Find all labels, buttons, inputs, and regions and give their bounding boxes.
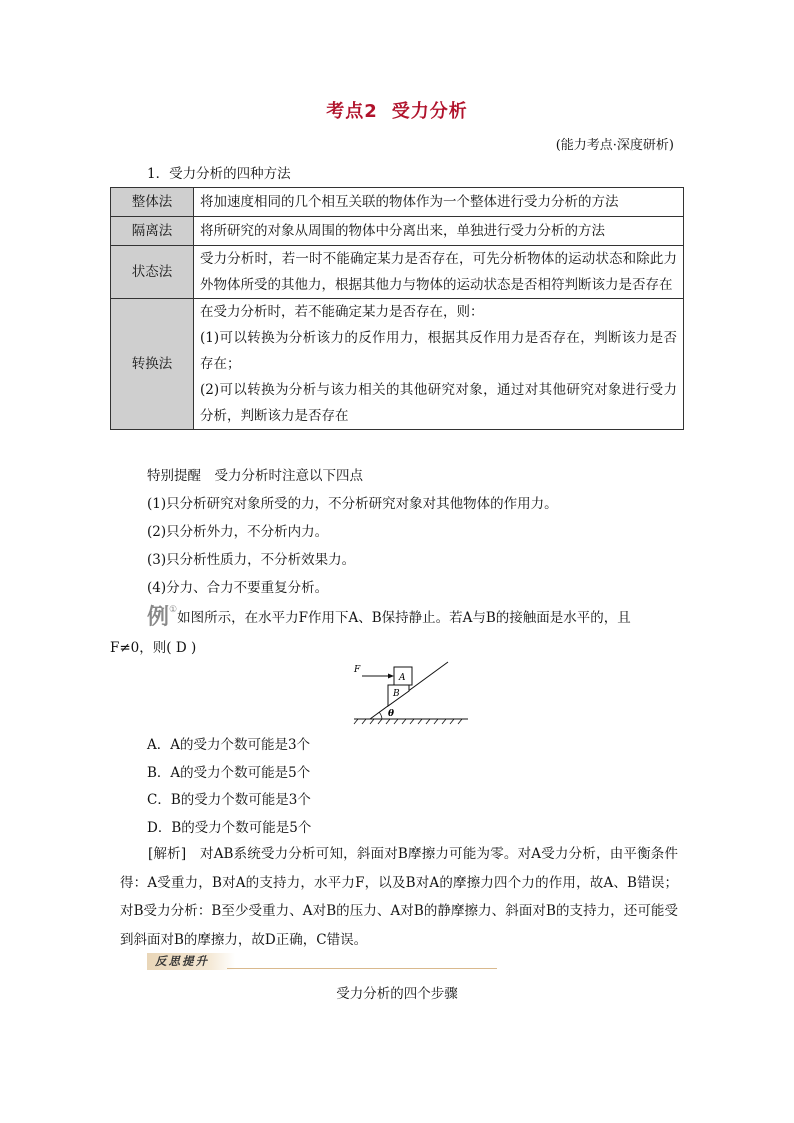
method-desc: 将所研究的对象从周围的物体中分离出来，单独进行受力分析的方法	[194, 217, 684, 246]
method-label: 整体法	[111, 188, 194, 217]
notes-heading: 特别提醒 受力分析时注意以下四点	[147, 468, 363, 484]
example-block	[110, 602, 684, 662]
block-b-label: B	[393, 689, 400, 699]
method-desc-line: 在受力分析时，若不能确定某力是否存在，则：	[200, 304, 484, 320]
example-line	[110, 602, 684, 634]
ground-hatch	[354, 719, 462, 724]
table-row	[111, 246, 684, 299]
note-item: (1)只分析研究对象所受的力，不分析研究对象对其他物体的作用力。	[147, 496, 558, 512]
page-title	[0, 97, 794, 123]
block-a-label: A	[399, 673, 406, 683]
method-label: 转换法	[111, 299, 194, 430]
reflect-rule	[227, 968, 497, 969]
section-heading: 1．受力分析的四种方法	[147, 166, 291, 182]
option-item: B．A的受力个数可能是5个	[147, 764, 311, 781]
title-main: 考点2	[326, 101, 378, 122]
example-marker: 例	[147, 605, 170, 630]
option-item: D．B的受力个数可能是5个	[147, 819, 312, 836]
options-list	[147, 732, 311, 842]
example-number: ①	[169, 605, 178, 615]
note-item: (3)只分析性质力，不分析效果力。	[147, 552, 356, 568]
incline-figure	[350, 658, 480, 726]
title-sub: 受力分析	[391, 101, 468, 122]
table-row	[111, 217, 684, 246]
subtitle: (能力考点·深度研析)	[555, 138, 674, 153]
method-desc-line: (1)可以转换为分析该力的反作用力，根据其反作用力是否存在，判断该力是否存在；	[200, 330, 677, 372]
method-desc-line: (2)可以转换为分析与该力相关的其他研究对象，通过对其他研究对象进行受力分析，判断该力是否存在	[200, 382, 677, 424]
angle-label: θ	[388, 709, 395, 719]
methods-table	[110, 187, 684, 430]
example-text: 如图所示，在水平力F作用下A、B保持静止。若A与B的接触面是水平的，且	[177, 610, 631, 626]
steps-title: 受力分析的四个步骤	[336, 986, 458, 1002]
option-item: A．A的受力个数可能是3个	[147, 737, 311, 753]
reflect-banner	[147, 953, 497, 970]
method-desc: 将加速度相同的几个相互关联的物体作为一个整体进行受力分析的方法	[194, 188, 684, 217]
method-label: 隔离法	[111, 217, 194, 246]
method-desc: 受力分析时，若一时不能确定某力是否存在，可先分析物体的运动状态和除此力外物体所受的其他力，根据其他力与物体的运动状态是否相符判断该力是否存在	[194, 246, 684, 299]
method-label: 状态法	[111, 246, 194, 299]
analysis-paragraph	[120, 840, 678, 954]
analysis-text: [解析] 对AB系统受力分析可知，斜面对B摩擦力可能为零。对A受力分析，由平衡条件得：A受重力，B对A的支持力，水平力F，以及B对A的摩擦力四个力的作用，故A、B错误；对B受力分析：B至少受重力、A对B的压力、A对B的静摩擦力、斜面对B的支持力，还可能受到斜面对B的摩擦力，故D正确，C错误。	[120, 846, 678, 948]
table-row	[111, 188, 684, 217]
example-line-2: F≠0，则( D )	[110, 640, 197, 656]
reflect-tag: 反思提升	[147, 953, 235, 970]
method-desc	[194, 299, 684, 430]
notes-block	[147, 462, 558, 602]
note-item: (4)分力、合力不要重复分析。	[147, 580, 329, 596]
force-arrow-head	[388, 674, 394, 679]
angle-arc	[379, 712, 382, 719]
note-item: (2)只分析外力，不分析内力。	[147, 524, 329, 540]
table-row	[111, 299, 684, 430]
force-label: F	[354, 665, 361, 675]
option-item: C．B的受力个数可能是3个	[147, 792, 311, 808]
